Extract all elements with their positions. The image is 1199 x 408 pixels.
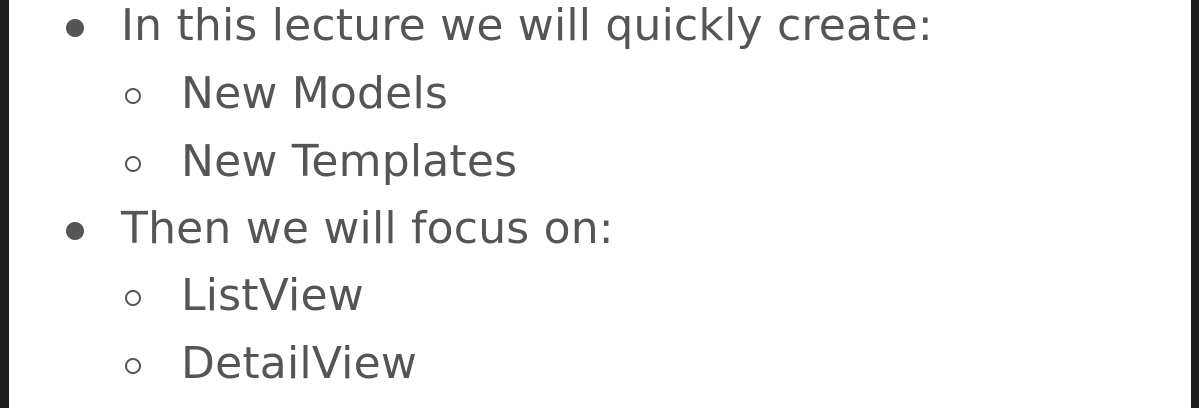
hollow-bullet-icon bbox=[125, 290, 141, 306]
hollow-bullet-icon bbox=[125, 88, 141, 104]
hollow-bullet-icon bbox=[125, 358, 141, 374]
bullet-item bbox=[9, 201, 1191, 257]
hollow-bullet-icon bbox=[125, 156, 141, 172]
slide-content bbox=[9, 0, 1191, 408]
sub-bullet-item bbox=[9, 268, 1191, 324]
sub-bullet-text: New Models bbox=[181, 68, 448, 119]
sub-bullet-text: New Templates bbox=[181, 136, 518, 187]
sub-bullet-text: DetailView bbox=[181, 338, 418, 389]
sub-bullet-item bbox=[9, 134, 1191, 190]
bullet-text: In this lecture we will quickly create: bbox=[121, 0, 933, 51]
sub-bullet-item bbox=[9, 66, 1191, 122]
bullet-item bbox=[9, 0, 1191, 54]
sub-bullet-text: ListView bbox=[181, 270, 364, 321]
bullet-text: Then we will focus on: bbox=[121, 203, 614, 254]
filled-bullet-icon bbox=[66, 19, 84, 37]
sub-bullet-item bbox=[9, 336, 1191, 392]
filled-bullet-icon bbox=[66, 222, 84, 240]
